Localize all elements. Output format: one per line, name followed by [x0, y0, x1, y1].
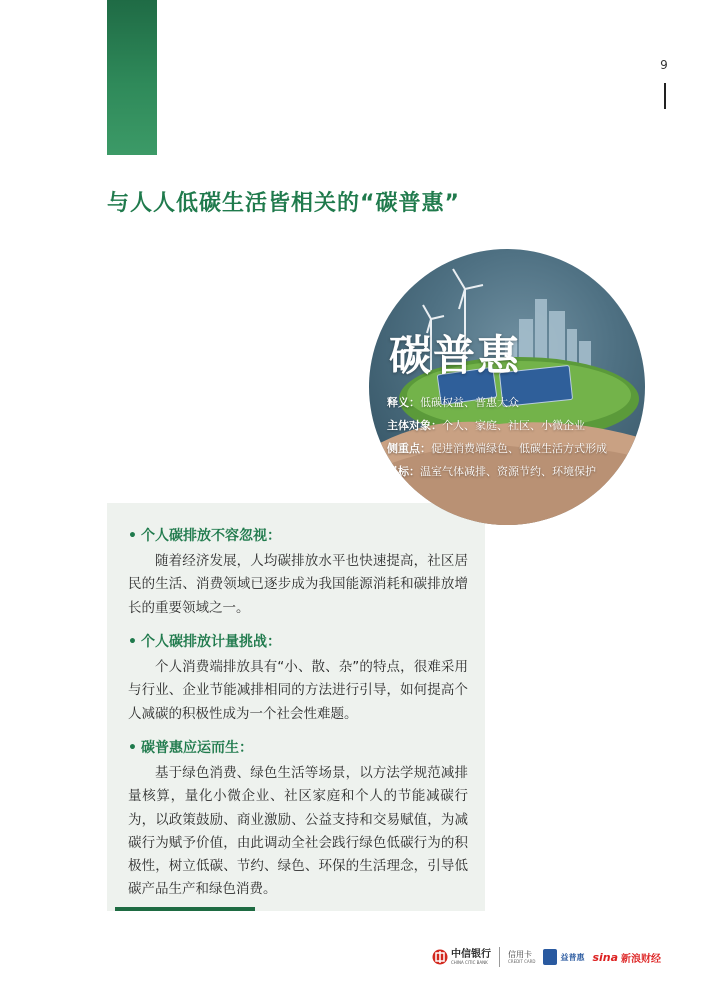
definition-row [387, 460, 607, 483]
yipuhui-logo [543, 949, 584, 965]
bullet-dot: • [128, 528, 137, 544]
definition-key: 目标： [387, 465, 420, 478]
page-title: 与人人低碳生活皆相关的“碳普惠” [107, 191, 460, 216]
citic-name: 中信银行 [451, 948, 491, 960]
sina-brand: sina [592, 950, 619, 964]
section-body: 个人消费端排放具有“小、散、杂”的特点，很难采用与行业、企业节能减排相同的方法进行引导，如何提高个人减碳的积极性成为一个社会性难题。 [128, 659, 468, 722]
definition-value: 低碳权益、普惠大众 [420, 396, 519, 409]
definition-value: 促进消费端绿色、低碳生活方式形成 [431, 442, 607, 455]
section-carbon-inclusion-emerges [128, 738, 468, 902]
section-heading [128, 632, 468, 652]
carbon-inclusion-circle [369, 249, 645, 525]
top-green-bar [107, 0, 157, 155]
definition-list [387, 391, 607, 483]
section-heading-text: 个人碳排放计量挑战： [140, 634, 281, 650]
city-energy-illustration [369, 249, 645, 525]
logo-divider [499, 947, 500, 967]
citic-bank-logo [432, 949, 491, 965]
section-body: 随着经济发展，人均碳排放水平也快速提高，社区居民的生活、消费领域已逐步成为我国能源消耗和碳排放增长的重要领域之一。 [128, 553, 468, 616]
citic-english: CHINA CITIC BANK [451, 959, 488, 965]
yipuhui-label: 益普惠 [560, 952, 585, 962]
section-body: 基于绿色消费、绿色生活等场景，以方法学规范减排量核算，量化小微企业、社区家庭和个人的节能减碳行为，以政策鼓励、商业激励、公益支持和交易赋值，为减碳行为赋予价值，由此调动全社会践行绿色低碳行为的积极性，树立低碳、节约、绿色、环保的生活理念，引导低碳产品生产和绿色消费。 [128, 765, 468, 898]
credit-card-label [508, 951, 535, 964]
bullet-dot: • [128, 634, 137, 650]
footer-logos [432, 944, 661, 970]
yipuhui-emblem-icon [543, 949, 557, 965]
sina-finance-label: 新浪财经 [621, 953, 662, 965]
section-heading-text: 碳普惠应运而生： [140, 740, 253, 756]
definition-row [387, 437, 607, 460]
circle-title: 碳普惠 [389, 331, 522, 380]
definition-key: 主体对象： [387, 419, 442, 432]
definition-value: 温室气体减排、资源节约、环境保护 [420, 465, 596, 478]
section-heading [128, 526, 468, 546]
citic-emblem-icon [432, 949, 448, 965]
page-number: 9 [660, 58, 668, 72]
content-box-accent-line [115, 907, 255, 911]
section-heading [128, 738, 468, 758]
card-english: CREDIT CARD [508, 958, 536, 964]
section-heading-text: 个人碳排放不容忽视： [140, 528, 281, 544]
definition-row [387, 414, 607, 437]
section-individual-emissions [128, 526, 468, 620]
card-label: 信用卡 [508, 949, 532, 959]
definition-value: 个人、家庭、社区、小微企业 [442, 419, 585, 432]
definition-row [387, 391, 607, 414]
section-measurement-challenge [128, 632, 468, 726]
bullet-dot: • [128, 740, 137, 756]
sina-finance-logo [592, 950, 661, 965]
page-number-rule [664, 83, 666, 109]
definition-key: 释义： [387, 396, 420, 409]
citic-text [451, 950, 491, 965]
definition-key: 侧重点： [387, 442, 431, 455]
